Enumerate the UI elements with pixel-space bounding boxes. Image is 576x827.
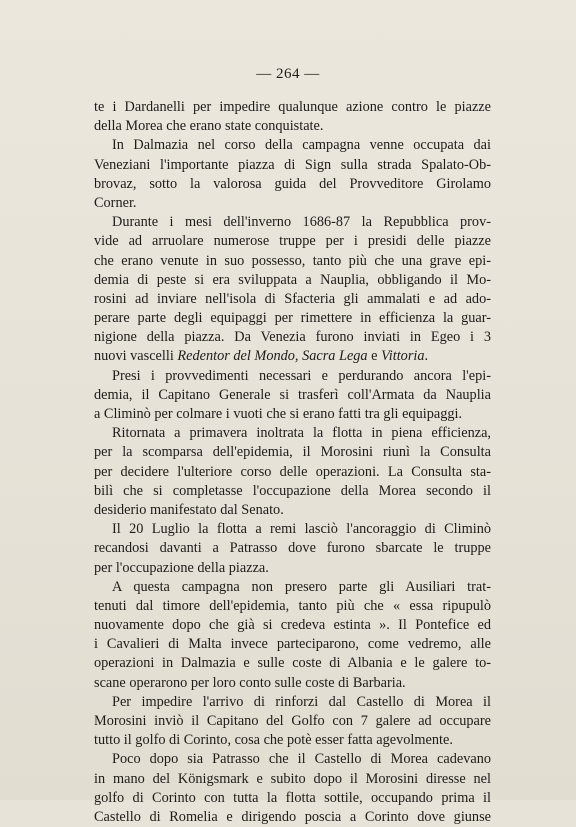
text-run: . [424,348,429,365]
text-line [94,616,491,635]
text-run: Per impedire l'arrivo di rinforzi dal Castello di Morea il [112,693,491,710]
text-line [94,194,491,213]
text-line [94,252,491,271]
text-run: te i Dardanelli per impedire qualunque azione contro le piazze [94,99,491,115]
text-run: nuovamente dopo che già si credeva estinta ». Il Pontefice ed [94,617,491,634]
text-run: recandosi davanti a Patrasso dove furono sbarcate le truppe [94,540,491,557]
text-run: Corner. [94,194,137,211]
text-line [94,482,491,501]
text-line [94,386,491,405]
text-line [94,117,491,136]
text-line [94,443,491,462]
text-line [94,405,491,424]
text-run: che erano venute in suo possesso, tanto più che una grave epi- [94,252,491,269]
text-run: rosini ad inviare nell'isola di Sfacteria gli ammalati e ad ado- [94,290,491,307]
text-run: golfo di Corinto con tutta la flotta sottile, occupando prima il [94,789,491,806]
text-line [94,309,491,328]
text-run: vide ad arruolare numerose truppe per i presidi delle piazze [94,233,491,250]
text-run: demia, il Capitano Generale si trasferì coll'Armata da Nauplia [94,386,491,403]
text-line [94,347,491,366]
text-line [94,635,491,654]
text-line [94,750,491,769]
text-line [94,789,491,808]
text-run: operazioni in Dalmazia e sulle coste di Albania e le galere to- [94,655,491,672]
text-run: Ritornata a primavera inoltrata la flotta in piena efficienza, [112,425,491,442]
italic-ship-name: Vittoria [381,348,425,365]
text-line [94,367,491,386]
text-run: scane operarono per loro conto sulle coste di Barbaria. [94,674,406,691]
text-line [94,463,491,482]
text-line [94,712,491,731]
text-run: Castello di Romelia e dirigendo poscia a Corinto dove giunse [94,808,491,825]
text-run: Morosini inviò il Capitano del Golfo con 7 galere ad occupare [94,713,491,729]
text-run: tenuti dal timore dell'epidemia, tanto più che « essa ripupulò [94,597,491,614]
text-line [94,156,491,175]
text-run: a Climinò per colmare i vuoti che si erano fatti tra gli equipaggi. [94,406,463,422]
text-run: In Dalmazia nel corso della campagna venne occupata dai [112,137,491,154]
text-run: demia di peste si era sviluppata a Nauplia, obbligando il Mo- [94,271,491,288]
text-run: desiderio manifestato dal Senato. [94,501,284,518]
text-line [94,731,491,750]
text-line [94,501,491,520]
text-line [94,290,491,309]
text-run: Durante i mesi dell'inverno 1686-87 la Repubblica prov- [112,214,491,231]
text-line [94,136,491,155]
text-run: brovaz, sotto la valorosa guida del Provveditore Girolamo [94,175,491,192]
text-line [94,328,491,347]
page-number: — 264 — [256,66,320,82]
text-run: per l'occupazione della piazza. [94,559,269,576]
text-run: Presi i provvedimenti necessari e perdurando ancora l'epi- [112,367,491,384]
text-line [94,232,491,251]
text-line [94,424,491,443]
text-line [94,98,491,117]
text-line [94,654,491,673]
text-run: A questa campagna non presero parte gli Ausiliari trat- [112,578,491,595]
text-run: Poco dopo sia Patrasso che il Castello di Morea cadevano [112,751,491,768]
text-run: e [367,348,382,365]
text-line [94,578,491,597]
text-run: i Cavalieri di Malta invece parteciparono, come vedremo, alle [94,636,491,653]
text-line [94,770,491,789]
text-run: bilì che si completasse l'occupazione della Morea secondo il [94,482,491,499]
text-run: per decidere l'ulteriore corso delle operazioni. La Consulta sta- [94,463,491,480]
text-run: per la scomparsa dell'epidemia, il Morosini riunì la Consulta [94,444,491,461]
text-run: tutto il golfo di Corinto, cosa che potè esser fatta agevolmente. [94,732,453,749]
text-line [94,213,491,232]
text-run: nigione della piazza. Da Venezia furono inviati in Egeo i 3 [94,329,491,346]
text-line [94,674,491,693]
text-run: della Morea che erano state conquistate. [94,118,324,135]
text-line [94,597,491,616]
text-line [94,520,491,539]
text-line [94,175,491,194]
text-run: in mano del Königsmark e subito dopo il Morosini diresse nel [94,770,491,787]
italic-ship-names: Redentor del Mondo, Sacra Lega [177,348,368,365]
text-line [94,539,491,558]
text-line [94,693,491,712]
text-line [94,559,491,578]
text-run: nuovi vascelli [94,348,178,365]
text-run: Il 20 Luglio la flotta a remi lasciò l'ancoraggio di Climinò [112,521,491,538]
text-line [94,271,491,290]
text-run: Veneziani l'importante piazza di Sign sulla strada Spalato-Ob- [94,156,491,173]
text-line [94,808,491,827]
text-run: perare parte degli equipaggi per rimettere in efficienza la guar- [94,310,491,327]
body-text [94,98,491,827]
